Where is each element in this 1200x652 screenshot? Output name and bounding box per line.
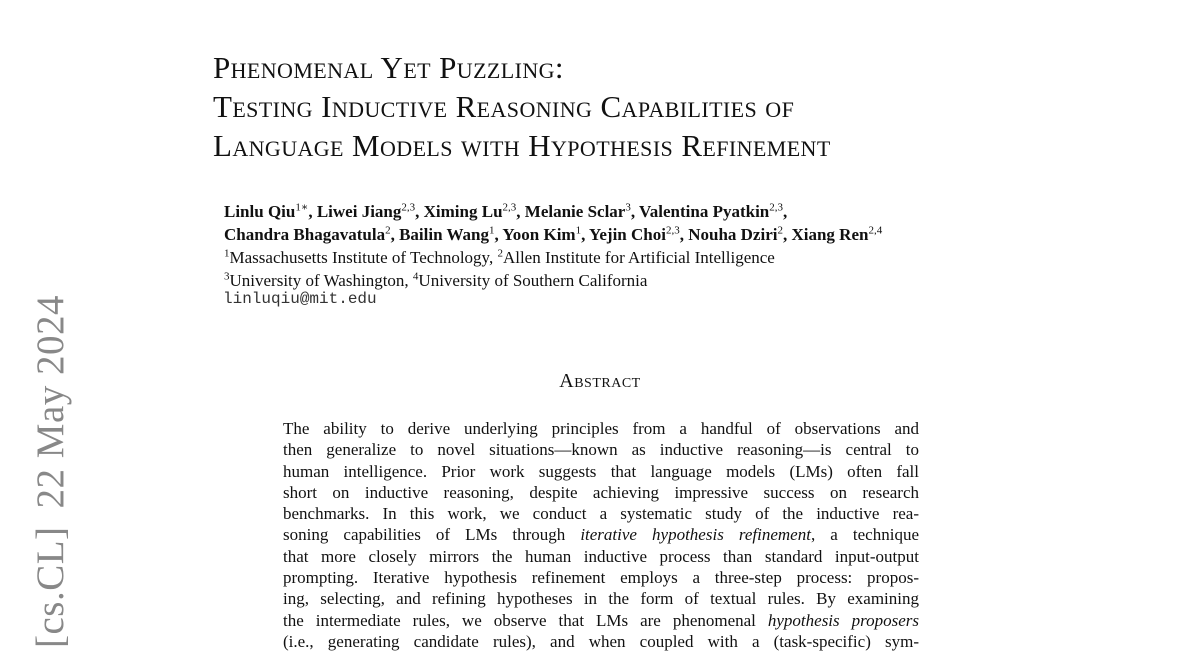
- abstract-line: [283, 567, 919, 588]
- author-affil-mark: 2,3: [502, 201, 517, 214]
- title-line: Phenomenal Yet Puzzling:: [213, 50, 564, 85]
- author-line: Chandra Bhagavatula$^2$, Bailin Wang$^1$, Yoon Kim$^1$, Yejin Choi$^{2,3}$, Nouha Dziri$^2$, Xiang Ren$^{2,4}$: [224, 224, 883, 244]
- affiliation-name: University of Washington: [229, 271, 405, 290]
- abstract-text: short on inductive reasoning, despite achieving impressive success on research: [283, 482, 919, 502]
- abstract-line: [283, 610, 919, 631]
- abstract-heading: Abstract: [559, 370, 641, 392]
- affiliation-list: [224, 246, 775, 292]
- abstract-line: [283, 461, 919, 482]
- author-line: Linlu Qiu$^{1∗}$, Liwei Jiang$^{2,3}$, Ximing Lu$^{2,3}$, Melanie Sclar$^3$, Valentina Pyatkin$^{2,3}$,: [224, 201, 788, 221]
- author-affil-mark: 1: [489, 224, 495, 237]
- author-affil-mark: 1: [295, 201, 301, 214]
- abstract-text: human intelligence. Prior work suggests that language models (LMs) often fall: [283, 461, 919, 481]
- author-footnote-mark: ∗: [300, 201, 309, 214]
- author-list: [224, 200, 882, 246]
- author-affil-mark: 2: [385, 224, 391, 237]
- author-affil-mark: 2,4: [868, 224, 883, 237]
- abstract-line: [283, 546, 919, 567]
- abstract-text: (i.e., generating candidate rules), and when coupled with a (task-specific) sym-: [283, 631, 919, 651]
- abstract-line: [283, 503, 919, 524]
- abstract-text: , a technique: [810, 525, 919, 545]
- abstract-line: [283, 439, 919, 460]
- abstract-text: prompting. Iterative hypothesis refinement employs a three-step process: propos-: [283, 568, 919, 588]
- title-line: Testing Inductive Reasoning Capabilities of: [213, 89, 795, 124]
- arxiv-date: 22 May 2024: [29, 294, 72, 509]
- author-affil-mark: 2,3: [665, 224, 680, 237]
- abstract-line: [283, 631, 919, 652]
- author-affil-mark: 3: [625, 201, 631, 214]
- author-affil-mark: 1: [575, 224, 582, 237]
- abstract-text: that more closely mirrors the human inductive process than standard input-output: [283, 546, 919, 566]
- abstract-line: [283, 418, 919, 439]
- author-name: Yejin Choi: [588, 225, 666, 244]
- abstract-text: then generalize to novel situations—known as inductive reasoning—is central to: [283, 440, 919, 460]
- author-affil-mark: 2: [777, 224, 783, 237]
- author-affil-mark: 2,3: [401, 201, 416, 214]
- paper-title: [213, 48, 831, 165]
- author-affil-mark: 2,3: [769, 201, 784, 214]
- author-name: Bailin Wang: [399, 225, 490, 244]
- affiliation-number: 3: [224, 270, 230, 283]
- affiliation-name: University of Southern California: [418, 271, 648, 290]
- abstract-line: [283, 482, 919, 503]
- affiliation-number: 4: [412, 270, 419, 283]
- affiliation-name: Massachusetts Institute of Technology: [229, 248, 489, 267]
- abstract-text: The ability to derive underlying principles from a handful of observations and: [283, 419, 919, 438]
- affiliation-line: $^3$University of Washington, $^4$University of Southern California: [224, 270, 648, 290]
- abstract-text: the intermediate rules, we observe that LMs are phenomenal: [283, 610, 768, 630]
- abstract-text: ing, selecting, and refining hypotheses in the form of textual rules. By examining: [283, 589, 919, 609]
- abstract-body: [283, 418, 919, 652]
- abstract-text: benchmarks. In this work, we conduct a systematic study of the inductive rea-: [283, 504, 919, 524]
- affiliation-name: Allen Institute for Artificial Intelligence: [502, 248, 775, 267]
- author-name: Linlu Qiu: [224, 202, 296, 221]
- arxiv-category: [cs.CL]: [29, 526, 72, 648]
- emphasis-text: hypothesis proposers: [767, 610, 919, 630]
- affiliation-number: 1: [224, 247, 230, 260]
- author-name: Xiang Ren: [791, 225, 869, 244]
- title-line: Language Models with Hypothesis Refinement: [213, 128, 831, 163]
- arxiv-stamp: [28, 295, 73, 648]
- emphasis-text: iterative hypothesis refinement: [580, 525, 811, 545]
- abstract-text: soning capabilities of LMs through: [283, 525, 581, 545]
- author-name: Yoon Kim: [502, 225, 576, 244]
- author-name: Ximing Lu: [423, 202, 503, 221]
- author-name: Valentina Pyatkin: [639, 202, 770, 221]
- affiliation-number: 2: [497, 247, 503, 260]
- contact-email: linluqiu@mit.edu: [223, 290, 377, 308]
- author-name: Nouha Dziri: [688, 225, 778, 244]
- abstract-line: [283, 524, 919, 545]
- author-name: Liwei Jiang: [316, 202, 402, 221]
- abstract-line: [283, 588, 919, 609]
- author-name: Melanie Sclar: [524, 202, 626, 221]
- author-name: Chandra Bhagavatula: [224, 225, 386, 244]
- affiliation-line: $^1$Massachusetts Institute of Technology, $^2$Allen Institute for Artificial Intelligence: [224, 247, 775, 267]
